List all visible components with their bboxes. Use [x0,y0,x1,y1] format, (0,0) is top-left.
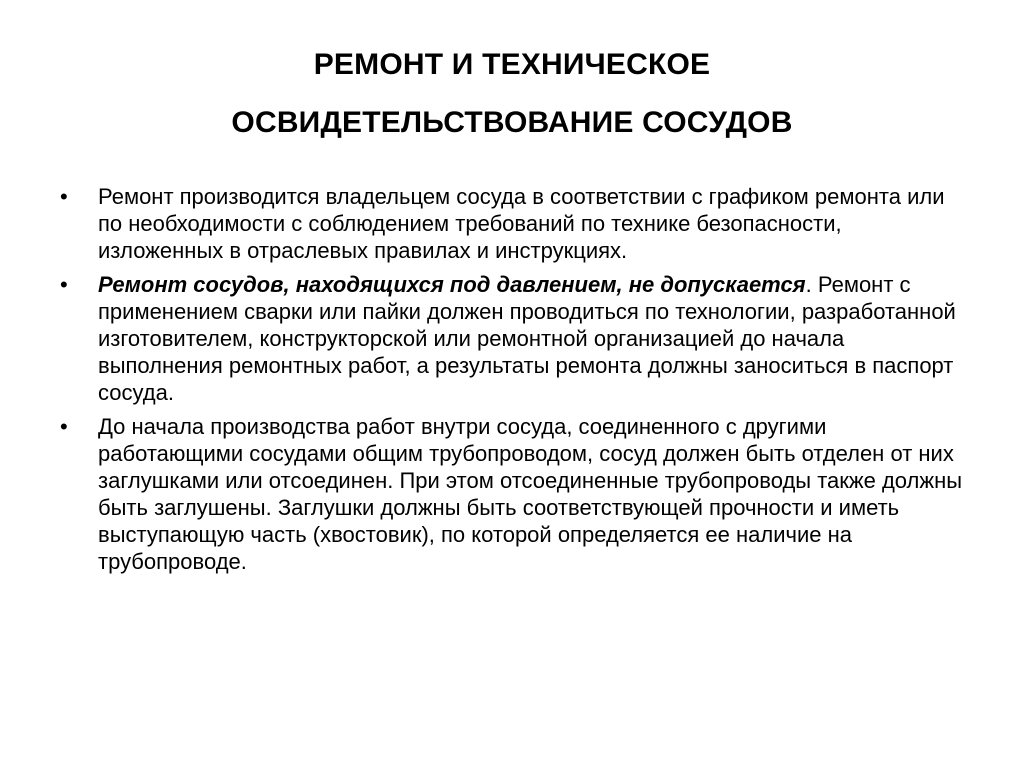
title-line-1: РЕМОНТ И ТЕХНИЧЕСКОЕ [313,48,711,81]
bullet-item-plugs [60,413,970,575]
bullet-emphasis: Ремонт сосудов, находящихся под давлением, не допускается [98,272,806,297]
bullet-list [60,183,970,582]
bullet-text: До начала производства работ внутри сосуда, соединенного с другими работающими сосудами общим трубопроводом, сосуд должен быть отделен от них заглушками или отсоединен. При этом отсоединенные трубопроводы также должны быть заглушены. Заглушки должны быть соответствующей прочности и иметь выступающую часть (хвостовик), по которой определяется ее наличие на трубопроводе. [98,414,963,574]
bullet-marker: • [60,414,68,439]
bullet-marker: • [60,272,68,297]
bullet-marker: • [60,184,68,209]
slide-title [0,36,1024,152]
bullet-item-repair-owner [60,183,970,264]
title-line-2: ОСВИДЕТЕЛЬСТВОВАНИЕ СОСУДОВ [231,106,793,139]
bullet-text: Ремонт производится владельцем сосуда в соответствии с графиком ремонта или по необходимости с соблюдением требований по технике безопасности, изложенных в отраслевых правилах и инструкциях. [98,184,945,263]
bullet-text: . Ремонт с применением сварки или пайки должен проводиться по технологии, разработанной изготовителем, конструкторской или ремонтной организацией до начала выполнения ремонтных работ, а результаты ремонта должны заноситься в паспорт сосуда. [98,272,956,405]
bullet-item-pressure-repair [60,271,970,406]
